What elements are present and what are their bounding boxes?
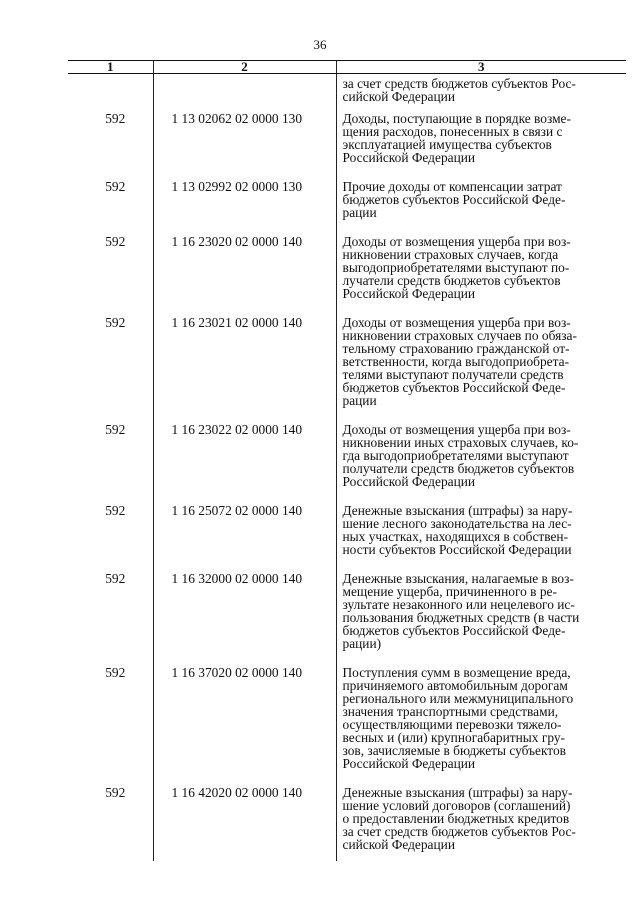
table-row xyxy=(68,174,626,229)
admin-code-cell: 592 xyxy=(105,111,126,126)
description-line: Российской Федерации xyxy=(342,756,476,771)
description-line: гда выгодоприобретателями выступают xyxy=(342,448,569,463)
description-line: о предоставлении бюджетных кредитов xyxy=(342,811,570,826)
description-line: шение лесного законодательства на лес- xyxy=(342,516,572,531)
admin-code-cell: 592 xyxy=(105,422,126,437)
revenue-description-cell xyxy=(336,566,626,660)
budget-classification-code-cell: 1 16 23022 02 0000 140 xyxy=(153,417,336,498)
description-line: Российской Федерации xyxy=(342,286,476,301)
description-line: зов, зачисляемые в бюджеты субъектов xyxy=(342,743,567,758)
table-row xyxy=(68,566,626,660)
budget-classification-code-cell: 1 16 23020 02 0000 140 xyxy=(153,229,336,310)
description-line: пользования бюджетных средств (в части xyxy=(342,610,580,625)
description-line: никновении иных страховых случаев, ко- xyxy=(342,435,579,450)
budget-classification-code-cell: 1 16 25072 02 0000 140 xyxy=(153,498,336,566)
header-col-3: 3 xyxy=(336,61,626,74)
description-line: Прочие доходы от компенсации затрат xyxy=(342,179,562,194)
description-line: рации xyxy=(342,393,377,408)
admin-code-cell: 592 xyxy=(105,665,126,680)
description-line: Доходы от возмещения ущерба при воз- xyxy=(342,422,571,437)
description-line: никновении страховых случаев, когда xyxy=(342,247,559,262)
description-line: регионального или межмуниципального xyxy=(342,691,574,706)
description-line: ветственности, когда выгодоприобрета- xyxy=(342,354,570,369)
description-line: ных участках, находящихся в собствен- xyxy=(342,529,569,544)
table-row xyxy=(68,417,626,498)
budget-classification-code-cell: 1 16 37020 02 0000 140 xyxy=(153,660,336,780)
description-line: получатели средств бюджетов субъектов xyxy=(342,461,575,476)
description-line: рации) xyxy=(342,636,382,651)
budget-classification-code-cell: 1 13 02992 02 0000 130 xyxy=(153,174,336,229)
continuation-line: за счет средств бюджетов субъектов Рос- xyxy=(342,76,576,91)
table-row xyxy=(68,660,626,780)
admin-code-cell: 592 xyxy=(105,234,126,249)
budget-classification-code-cell: 1 16 32000 02 0000 140 xyxy=(153,566,336,660)
description-line: значения транспортными средствами, xyxy=(342,704,559,719)
description-line: Денежные взыскания, налагаемые в воз- xyxy=(342,571,574,586)
description-line: Доходы, поступающие в порядке возме- xyxy=(342,111,571,126)
description-line: осуществляющими перевозки тяжело- xyxy=(342,717,562,732)
continuation-description-cell xyxy=(336,74,626,107)
description-line: Российской Федерации xyxy=(342,150,476,165)
description-line: лучатели средств бюджетов субъектов xyxy=(342,273,561,288)
header-col-1: 1 xyxy=(68,61,153,74)
description-line: тельному страхованию гражданской от- xyxy=(342,341,570,356)
budget-classification-code-cell: 1 16 23021 02 0000 140 xyxy=(153,310,336,417)
revenue-description-cell xyxy=(336,310,626,417)
description-line: выгодоприобретателями выступают по- xyxy=(342,260,570,275)
description-line: щения расходов, понесенных в связи с xyxy=(342,124,563,139)
description-line: ности субъектов Российской Федерации xyxy=(342,542,572,557)
revenue-description-cell xyxy=(336,660,626,780)
table-header-row xyxy=(68,61,626,74)
table-row xyxy=(68,310,626,417)
table-row xyxy=(68,106,626,174)
admin-code-cell: 592 xyxy=(105,315,126,330)
admin-code-cell: 592 xyxy=(105,503,126,518)
revenue-codes-table xyxy=(68,60,626,861)
description-line: Поступления сумм в возмещение вреда, xyxy=(342,665,571,680)
revenue-description-cell xyxy=(336,229,626,310)
revenue-description-cell xyxy=(336,106,626,174)
description-line: Доходы от возмещения ущерба при воз- xyxy=(342,315,571,330)
revenue-description-cell xyxy=(336,417,626,498)
description-line: эксплуатацией имущества субъектов xyxy=(342,137,552,152)
description-line: Российской Федерации xyxy=(342,474,476,489)
description-line: рации xyxy=(342,205,377,220)
description-line: зультате незаконного или нецелевого ис- xyxy=(342,597,575,612)
continuation-admin-cell xyxy=(68,74,153,107)
description-line: телями выступают получатели средств xyxy=(342,367,564,382)
admin-code-cell: 592 xyxy=(105,571,126,586)
continuation-code-cell xyxy=(153,74,336,107)
budget-classification-code-cell: 1 16 42020 02 0000 140 xyxy=(153,780,336,861)
description-line: Денежные взыскания (штрафы) за нару- xyxy=(342,785,573,800)
revenue-description-cell xyxy=(336,780,626,861)
description-line: за счет средств бюджетов субъектов Рос- xyxy=(342,824,576,839)
admin-code-cell: 592 xyxy=(105,785,126,800)
description-line: бюджетов субъектов Российской Феде- xyxy=(342,623,566,638)
description-line: мещение ущерба, причиненного в ре- xyxy=(342,584,557,599)
table-row xyxy=(68,229,626,310)
description-line: весных и (или) крупногабаритных гру- xyxy=(342,730,565,745)
header-col-2: 2 xyxy=(153,61,336,74)
description-line: сийской Федерации xyxy=(342,837,455,852)
continuation-row xyxy=(68,74,626,107)
continuation-line: сийской Федерации xyxy=(342,89,455,104)
description-line: шение условий договоров (соглашений) xyxy=(342,798,571,813)
budget-classification-code-cell: 1 13 02062 02 0000 130 xyxy=(153,106,336,174)
description-line: причиняемого автомобильным дорогам xyxy=(342,678,568,693)
admin-code-cell: 592 xyxy=(105,179,126,194)
revenue-description-cell xyxy=(336,174,626,229)
page-number: 36 xyxy=(313,37,327,52)
description-line: бюджетов субъектов Российской Феде- xyxy=(342,192,566,207)
table-row xyxy=(68,780,626,861)
description-line: никновении страховых случаев по обяза- xyxy=(342,328,577,343)
description-line: Денежные взыскания (штрафы) за нару- xyxy=(342,503,573,518)
revenue-description-cell xyxy=(336,498,626,566)
description-line: Доходы от возмещения ущерба при воз- xyxy=(342,234,571,249)
table-row xyxy=(68,498,626,566)
description-line: бюджетов субъектов Российской Феде- xyxy=(342,380,566,395)
